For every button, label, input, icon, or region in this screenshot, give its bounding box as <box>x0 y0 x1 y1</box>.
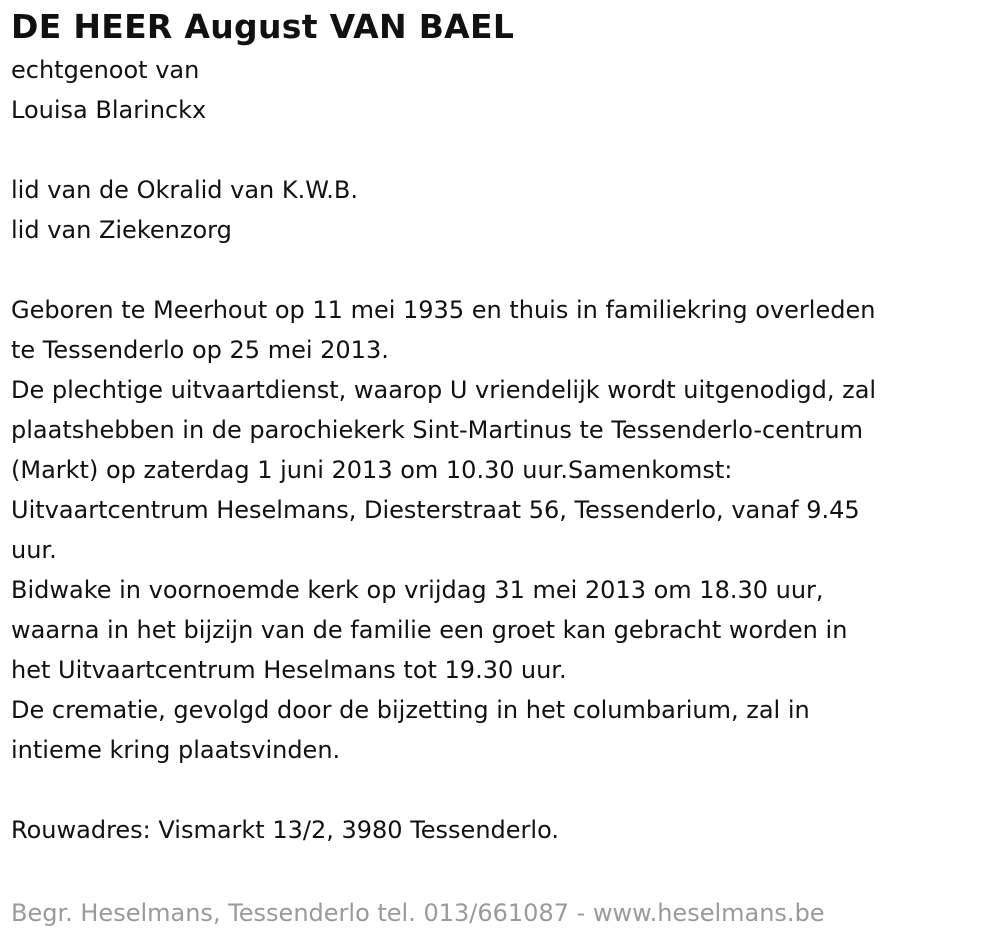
body-line: plaatshebben in de parochiekerk Sint-Martinus te Tessenderlo-centrum <box>11 416 864 444</box>
mourning-address: Rouwadres: Vismarkt 13/2, 3980 Tessenderlo. <box>11 816 559 844</box>
spacer <box>11 130 1000 170</box>
body-line: het Uitvaartcentrum Heselmans tot 19.30 uur. <box>11 656 567 684</box>
spouse-label: echtgenoot van <box>11 56 200 84</box>
body-line: intieme kring plaatsvinden. <box>11 736 341 764</box>
body-line: te Tessenderlo op 25 mei 2013. <box>11 336 389 364</box>
body-line: De crematie, gevolgd door de bijzetting in het columbarium, zal in <box>11 696 810 724</box>
body-line: waarna in het bijzijn van de familie een groet kan gebracht worden in <box>11 616 848 644</box>
body-line: Bidwake in voornoemde kerk op vrijdag 31 mei 2013 om 18.30 uur, <box>11 576 824 604</box>
membership-line: lid van de Okralid van K.W.B. <box>11 176 358 204</box>
body-line: De plechtige uitvaartdienst, waarop U vriendelijk wordt uitgenodigd, zal <box>11 376 877 404</box>
body-line: Uitvaartcentrum Heselmans, Diesterstraat 56, Tessenderlo, vanaf 9.45 <box>11 496 860 524</box>
body-line: Geboren te Meerhout op 11 mei 1935 en thuis in familiekring overleden <box>11 296 876 324</box>
spouse-name: Louisa Blarinckx <box>11 96 207 124</box>
undertaker-footer: Begr. Heselmans, Tessenderlo tel. 013/661087 - www.heselmans.be <box>11 899 825 927</box>
spacer <box>11 250 1000 290</box>
body-line: (Markt) op zaterdag 1 juni 2013 om 10.30 uur.Samenkomst: <box>11 456 733 484</box>
membership-line: lid van Ziekenzorg <box>11 216 232 244</box>
spacer <box>11 770 1000 810</box>
body-line: uur. <box>11 536 57 564</box>
notice-title: DE HEER August VAN BAEL <box>11 7 515 46</box>
